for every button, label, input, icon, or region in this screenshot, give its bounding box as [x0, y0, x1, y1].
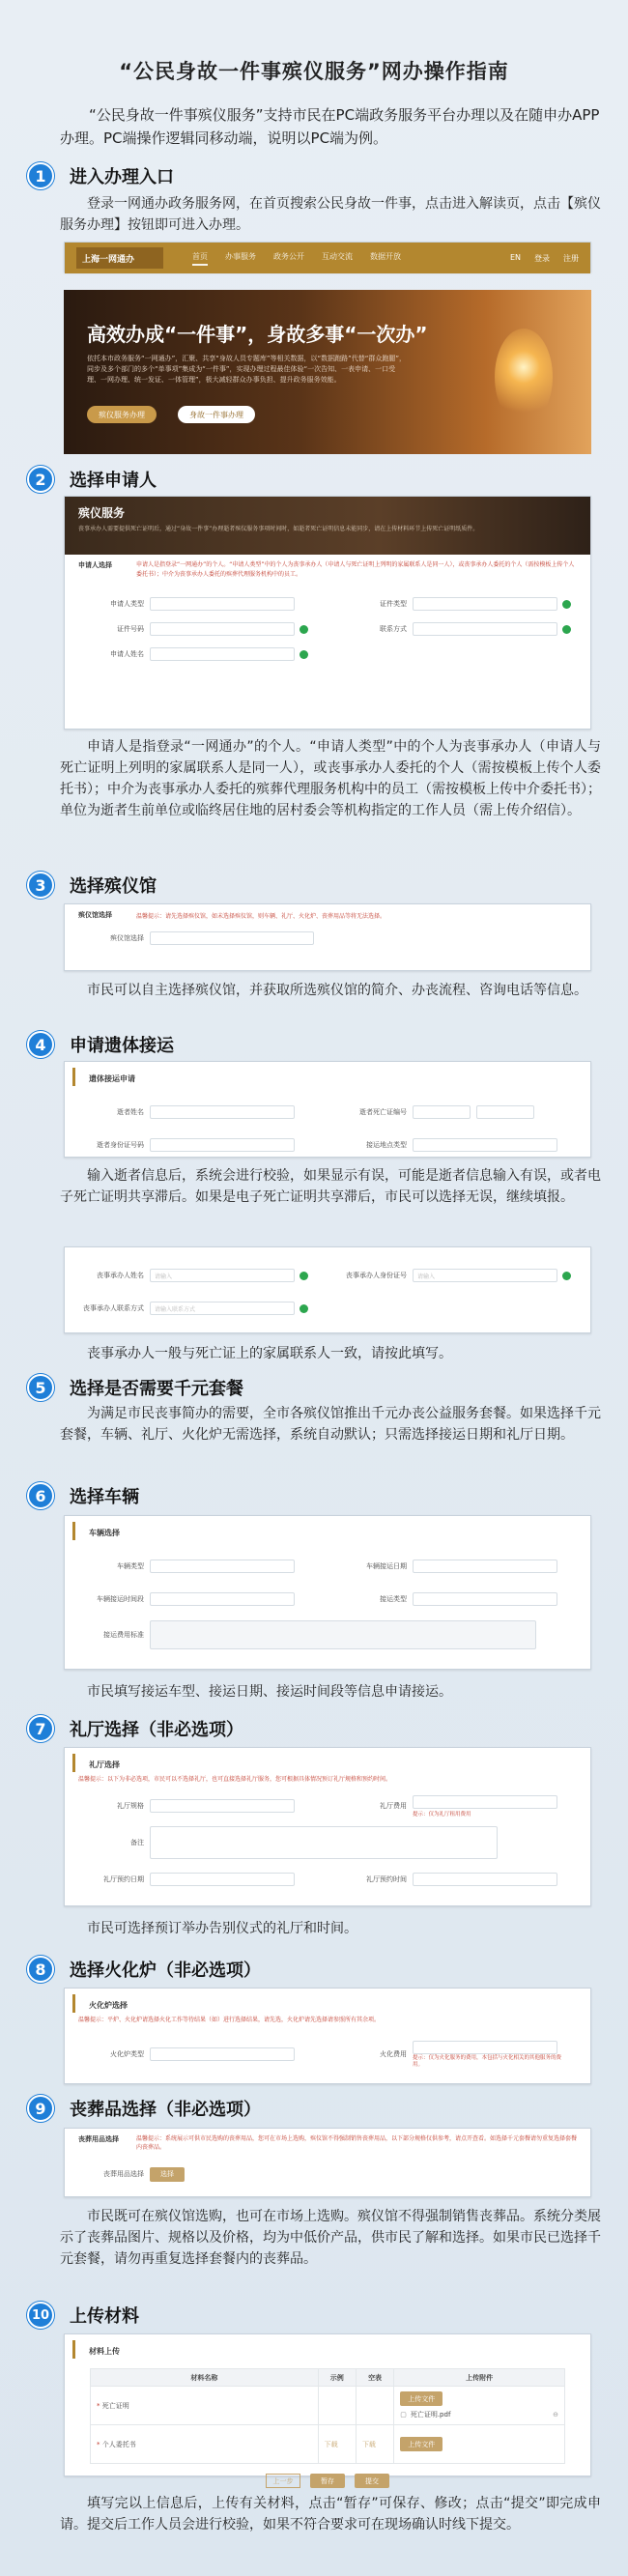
material-name — [91, 2425, 319, 2464]
vehicle-fields — [65, 1540, 590, 1654]
section-title: 上传材料 — [70, 2306, 139, 2327]
section-10-text: 填写完以上信息后，上传有关材料，点击“暂存”可保存、修改；点击“提交”即完成申请。提交后工作人员会进行校验，如果不符合要求可在现场确认时线下提交。 — [60, 2496, 601, 2533]
applicant-type-row — [65, 591, 328, 616]
material-name — [91, 2387, 319, 2425]
check-icon — [300, 650, 308, 659]
transport-form-screenshot — [64, 1061, 591, 1158]
hall-fee-input — [413, 1795, 557, 1809]
section-5-text: 为满足市民丧事简办的需要，全市各殡仪馆推出千元办丧公益服务套餐。如果选择千元套餐，车辆、礼厅、火化炉无需选择，系统自动默认；只需选择接运日期和礼厅日期。 — [60, 1406, 601, 1443]
field-label: 接运地点类型 — [366, 1141, 407, 1149]
section-head: 车辆选择 — [72, 1522, 583, 1540]
undertaker-contact-input[interactable]: 请输入联系方式 — [150, 1302, 295, 1315]
deceased-name-row — [65, 1096, 328, 1129]
portal-logo: 上海一网通办 — [76, 247, 163, 269]
submit-button[interactable]: 提交 — [355, 2474, 389, 2488]
section-title: 礼厅选择（非必选项） — [70, 1720, 243, 1740]
field-label: 逝者死亡证编号 — [359, 1108, 407, 1116]
furnace-fields — [65, 2027, 590, 2072]
section-title: 进入办理入口 — [70, 167, 174, 187]
goods-tip: 温馨提示：系统展示可供市民选购的丧葬用品，您可在市场上选购，殡仪馆不得强制销售丧葬用品，以下部分规格仅供参考，请点开查看。如选择千元套餐请勿重复选择套餐内丧葬品。 — [136, 2135, 578, 2151]
funeral-home-row — [65, 926, 590, 951]
field-label: 礼厅预约日期 — [103, 1875, 144, 1883]
goods-head-row — [65, 2129, 590, 2152]
step-number: 1 — [27, 162, 54, 189]
table-row — [91, 2387, 565, 2425]
sample-download-link[interactable]: 下载 — [318, 2425, 356, 2464]
upload-cell — [394, 2387, 565, 2425]
hall-time-select[interactable] — [413, 1873, 557, 1886]
col-header: 示例 — [318, 2369, 356, 2387]
field-label: 丧事承办人联系方式 — [83, 1304, 144, 1312]
upload-button[interactable]: 上传文件 — [400, 2391, 442, 2406]
undertaker-form-screenshot — [64, 1246, 591, 1333]
vehicle-type-select[interactable] — [150, 1560, 295, 1573]
check-icon — [300, 1272, 308, 1280]
col-header: 上传附件 — [394, 2369, 565, 2387]
section-head: 殡仪馆选择 — [78, 911, 112, 919]
sample-cell — [318, 2387, 356, 2425]
goods-select-button[interactable]: 选择 — [150, 2167, 185, 2182]
section-title: 申请遗体接运 — [70, 1036, 174, 1056]
step-number: 5 — [27, 1374, 54, 1401]
fee-standard-row — [65, 1616, 590, 1654]
section-4-text-2: 丧事承办人一般与死亡证上的家属联系人一致，请按此填写。 — [87, 1346, 452, 1361]
section-5-heading — [27, 1372, 243, 1403]
col-header: 材料名称 — [91, 2369, 319, 2387]
deceased-id-row — [65, 1129, 328, 1161]
hall-time-row — [328, 1864, 590, 1895]
section-title: 选择是否需要千元套餐 — [70, 1379, 243, 1399]
section-2-text: 申请人是指登录“一网通办”的个人。“申请人类型”中的个人为丧事承办人（申请人与死亡证明上列明的家属联系人是同一人），或丧事承办人委托的个人（需按模板上传个人委托书）；中介为丧事承办人委托的殡葬代理服务机构中的员工（需按模板上传中介委托书）；单位为逝者生前单位或临终居住地的居村委会等机构指定的工作人员（需上传介绍信）。 — [60, 739, 601, 818]
portal-nav-right — [510, 253, 579, 264]
funeral-home-screenshot — [64, 903, 591, 971]
id-type-select[interactable] — [413, 597, 557, 611]
section-9-text: 市民既可在殡仪馆选购，也可在市场上选购。殡仪馆不得强制销售丧葬品。系统分类展示了丧葬品图片、规格以及价格，均为中低价产品，供市民了解和选择。如果市民已选择千元套餐，请勿再重复选择套餐内的丧葬品。 — [60, 2209, 601, 2267]
field-label: 接运类型 — [380, 1595, 407, 1603]
field-label: 礼厅规格 — [117, 1802, 144, 1810]
section-title: 丧葬品选择（非必选项） — [70, 2100, 261, 2120]
fee-standard-box — [150, 1620, 536, 1649]
undertaker-id-row — [328, 1259, 590, 1292]
hero-banner — [64, 290, 591, 454]
field-label: 丧事承办人姓名 — [97, 1272, 144, 1279]
section-4-text: 输入逝者信息后，系统会进行校验，如果显示有误，可能是逝者信息输入有误，或者电子死亡证明共享滞后。如果是电子死亡证明共享滞后，市民可以选择无误，继续填报。 — [60, 1168, 601, 1205]
hall-note-textarea[interactable] — [150, 1826, 498, 1859]
step-number: 3 — [27, 872, 54, 899]
section-8-heading — [27, 1954, 261, 1985]
step-number: 2 — [27, 466, 54, 493]
applicant-type-select[interactable] — [150, 597, 295, 611]
hall-fields — [65, 1787, 590, 1895]
pickup-date-row — [328, 1550, 590, 1583]
material-name-text: 个人委托书 — [101, 2440, 136, 2448]
blank-download-link[interactable]: 下载 — [356, 2425, 393, 2464]
portal-nav — [192, 251, 401, 266]
required-mark: * — [97, 2401, 100, 2410]
step-number: 6 — [27, 1482, 54, 1509]
field-label: 申请人类型 — [110, 600, 144, 608]
section-9-heading — [27, 2093, 261, 2124]
contact-input[interactable] — [413, 622, 557, 636]
lang-toggle[interactable]: EN — [509, 252, 521, 262]
hall-date-row — [65, 1864, 328, 1895]
portal-header-screenshot — [64, 242, 591, 272]
furnace-type-select[interactable] — [150, 2047, 295, 2061]
step-number: 10 — [27, 2302, 54, 2329]
funeral-service-banner — [65, 497, 590, 555]
hall-form-screenshot — [64, 1747, 591, 1906]
vehicle-type-row — [65, 1550, 328, 1583]
applicant-name-input[interactable] — [150, 647, 295, 661]
pickup-kind-row — [328, 1583, 590, 1616]
nav-item-home[interactable]: 首页 — [192, 251, 208, 266]
section-head: 礼厅选择 — [72, 1754, 583, 1772]
hall-spec-row — [65, 1790, 328, 1821]
section-6-text: 市民填写接运车型、接运日期、接运时间段等信息申请接运。 — [87, 1684, 452, 1700]
section-head: 遗体接运申请 — [72, 1068, 583, 1086]
applicant-label: 申请人选择 — [78, 561, 112, 569]
field-label: 车辆接运时间段 — [97, 1595, 144, 1603]
step-number: 8 — [27, 1956, 54, 1983]
field-label: 联系方式 — [380, 625, 407, 633]
hero-subtitle: 依托本市政务服务“一网通办”，汇聚、共享“身故人员专题库”等相关数据，以“数据跑路”代替“群众跑腿”，同步及多个部门的多个“单事项”集成为“一件事”，实现办理过程最佳体验“一次告知、一表申请、一口受理、一网办理、统一发证、一体管理”，极大减轻群众办事负担、提升政务服务效能。 — [87, 355, 407, 384]
furnace-fee-tip: 提示：仅为火化服务的费用，本包括与火化相关的其他服务的费用。 — [413, 2054, 562, 2068]
hall-fee-tip: 提示：仅为礼厅租用费用 — [413, 1811, 471, 1818]
section-title: 选择车辆 — [70, 1487, 139, 1507]
furnace-form-screenshot — [64, 1988, 591, 2084]
upload-cell — [394, 2425, 565, 2464]
field-label: 火化费用 — [380, 2050, 407, 2058]
field-label: 殡仪馆选择 — [110, 934, 144, 942]
death-cert-row — [328, 1096, 590, 1129]
hall-spec-select[interactable] — [150, 1799, 295, 1813]
section-head: 火化炉选择 — [72, 1994, 583, 2013]
deceased-name-input[interactable] — [150, 1105, 295, 1119]
contact-row — [328, 616, 590, 642]
death-matter-button[interactable]: 身故一件事办理 — [178, 406, 255, 423]
banner-subtitle: 丧事承办人需要提供死亡证明后，通过“身故一件事”办理逝者殡仪服务事项时间时，如逝者死亡证明信息未能同步，请在上传材料环节上传死亡证明纸质件。 — [78, 526, 479, 532]
table-row — [91, 2425, 565, 2464]
deceased-id-input[interactable] — [150, 1138, 295, 1152]
undertaker-name-input[interactable]: 请输入 — [150, 1269, 295, 1282]
applicant-name-row — [65, 642, 328, 667]
field-label: 备注 — [130, 1839, 144, 1846]
page-title: “公民身故一件事殡仪服务”网办操作指南 — [119, 60, 509, 83]
section-4-heading — [27, 1029, 174, 1060]
section-head: 丧葬用品选择 — [78, 2135, 119, 2143]
undertaker-name-row — [65, 1259, 328, 1292]
vehicle-form-screenshot — [64, 1515, 591, 1670]
materials-table — [90, 2368, 565, 2464]
death-cert-prefix-input[interactable] — [413, 1105, 471, 1119]
nav-item-services[interactable]: 办事服务 — [225, 251, 256, 261]
col-header: 空表 — [356, 2369, 393, 2387]
field-label: 礼厅费用 — [380, 1802, 407, 1810]
id-number-row — [65, 616, 328, 642]
section-2-heading — [27, 464, 157, 495]
intro-text: “公民身故一件事殡仪服务”支持市民在PC端政务服务平台办理以及在随申办APP办理。PC端操作逻辑同移动端，说明以PC端为例。 — [60, 106, 600, 147]
goods-form-screenshot — [64, 2128, 591, 2197]
check-icon — [300, 1304, 308, 1313]
hall-tip: 温馨提示：以下为非必选项，市民可以不选择礼厅，也可直接选择礼厅服务，您可根据具体情况预订礼厅规格和预约时间。 — [78, 1776, 392, 1783]
uploaded-file-name[interactable]: 死亡证明.pdf — [410, 2411, 451, 2419]
nav-item-public[interactable]: 政务公开 — [273, 251, 304, 261]
pickup-time-row — [65, 1583, 328, 1616]
table-header-row — [91, 2369, 565, 2387]
materials-form-screenshot — [64, 2333, 591, 2485]
applicant-tip-row — [65, 555, 590, 580]
field-label: 逝者姓名 — [117, 1108, 144, 1116]
undertaker-contact-row — [65, 1292, 328, 1325]
furnace-fee-row — [328, 2037, 590, 2072]
upload-button[interactable]: 上传文件 — [400, 2437, 442, 2451]
id-number-input[interactable] — [150, 622, 295, 636]
login-link[interactable]: 登录 — [534, 253, 550, 263]
check-icon — [562, 1272, 571, 1280]
check-icon — [562, 600, 571, 609]
field-label: 丧葬用品选择 — [103, 2170, 144, 2178]
furnace-fee-input — [413, 2041, 557, 2054]
section-7-text: 市民可选择预订举办告别仪式的礼厅和时间。 — [87, 1921, 357, 1936]
pickup-date-input[interactable] — [413, 1560, 557, 1573]
delete-icon[interactable]: ⊖ — [553, 2411, 558, 2419]
pickup-type-row — [328, 1129, 590, 1161]
file-icon: ▢ — [400, 2411, 407, 2419]
section-7-heading — [27, 1713, 243, 1744]
field-label: 接运费用标准 — [103, 1631, 144, 1639]
banner-title: 殡仪服务 — [78, 506, 126, 520]
blank-cell — [356, 2387, 393, 2425]
field-label: 证件类型 — [380, 600, 407, 608]
hall-fee-wrap — [413, 1795, 557, 1818]
nav-item-interact[interactable]: 互动交流 — [322, 251, 353, 261]
field-label: 车辆接运日期 — [366, 1562, 407, 1570]
prev-step-button[interactable]: 上一步 — [266, 2474, 300, 2488]
undertaker-id-input[interactable]: 请输入 — [413, 1269, 557, 1282]
check-icon — [300, 625, 308, 634]
funeral-home-head — [65, 904, 590, 926]
step-number: 7 — [27, 1715, 54, 1742]
section-1-text: 登录一网通办政务服务网，在首页搜索公民身故一件事，点击进入解读页，点击【殡仪服务办理】按钮即可进入办理。 — [60, 196, 601, 233]
step-number: 4 — [27, 1031, 54, 1058]
undertaker-fields — [65, 1247, 590, 1325]
section-3-text: 市民可以自主选择殡仪馆，并获取所选殡仪馆的简介、办丧流程、咨询电话等信息。 — [87, 983, 587, 998]
nav-item-data[interactable]: 数据开放 — [370, 251, 401, 261]
check-icon — [562, 625, 571, 634]
furnace-type-row — [65, 2037, 328, 2072]
field-label: 证件号码 — [117, 625, 144, 633]
funeral-service-button[interactable]: 殡仪服务办理 — [87, 406, 157, 423]
pickup-time-select[interactable] — [150, 1592, 295, 1606]
funeral-home-tip: 温馨提示：请先选择殡仪馆，如未选择殡仪馆，则车辆、礼厅、火化炉、丧葬用品等将无法选择。 — [136, 912, 386, 920]
field-label: 申请人姓名 — [110, 650, 144, 658]
applicant-form-screenshot — [64, 496, 591, 730]
hall-note-row — [65, 1821, 590, 1864]
goods-row — [65, 2161, 590, 2187]
hall-date-input[interactable] — [150, 1873, 295, 1886]
section-3-heading — [27, 870, 157, 901]
applicant-tip: 申请人是指登录“一网通办”的个人。“申请人类型”中的个人为丧事承办人（申请人与死亡证明上列明的家属联系人是同一人），或丧事承办人委托的个人（需按模板上传个人委托书）；中介为丧事承办人委托的殡葬代理服务机构中的员工。 — [136, 561, 575, 578]
candle-image — [495, 329, 553, 425]
field-label: 车辆类型 — [117, 1562, 144, 1570]
section-6-heading — [27, 1480, 139, 1511]
materials-table-wrap — [65, 2359, 590, 2464]
uploaded-file — [400, 2410, 558, 2419]
furnace-fee-wrap — [413, 2041, 567, 2069]
section-title: 选择申请人 — [70, 471, 157, 491]
id-type-row — [328, 591, 590, 616]
section-head: 材料上传 — [72, 2340, 583, 2359]
funeral-home-select[interactable] — [150, 931, 314, 945]
form-actions — [65, 2474, 590, 2488]
furnace-tip: 温馨提示：平炉、火化炉请选择火化工作等待结果（如）进行选择结果，请先选，火化炉请先选择请参照所有其余项。 — [78, 2017, 381, 2023]
material-name-text: 死亡证明 — [101, 2401, 129, 2410]
field-label: 礼厅预约时间 — [366, 1875, 407, 1883]
portal-header — [65, 243, 590, 273]
section-10-heading — [27, 2300, 139, 2331]
transport-fields — [65, 1086, 590, 1161]
register-link[interactable]: 注册 — [563, 253, 579, 263]
field-label: 丧事承办人身份证号 — [346, 1272, 407, 1279]
hall-fee-row — [328, 1790, 590, 1821]
death-cert-number-input[interactable] — [476, 1105, 534, 1119]
applicant-fields — [65, 580, 590, 667]
step-number: 9 — [27, 2095, 54, 2122]
field-label: 逝者身份证号码 — [97, 1141, 144, 1149]
pickup-kind-select[interactable] — [413, 1592, 557, 1606]
save-draft-button[interactable]: 暂存 — [310, 2474, 345, 2488]
hero-title: 高效办成“一件事”，身故多事“一次办” — [87, 323, 428, 346]
field-label: 火化炉类型 — [110, 2050, 144, 2058]
pickup-type-select[interactable] — [413, 1138, 557, 1152]
section-1-heading — [27, 160, 174, 191]
required-mark: * — [97, 2440, 100, 2448]
section-title: 选择殡仪馆 — [70, 876, 157, 897]
section-title: 选择火化炉（非必选项） — [70, 1961, 261, 1981]
